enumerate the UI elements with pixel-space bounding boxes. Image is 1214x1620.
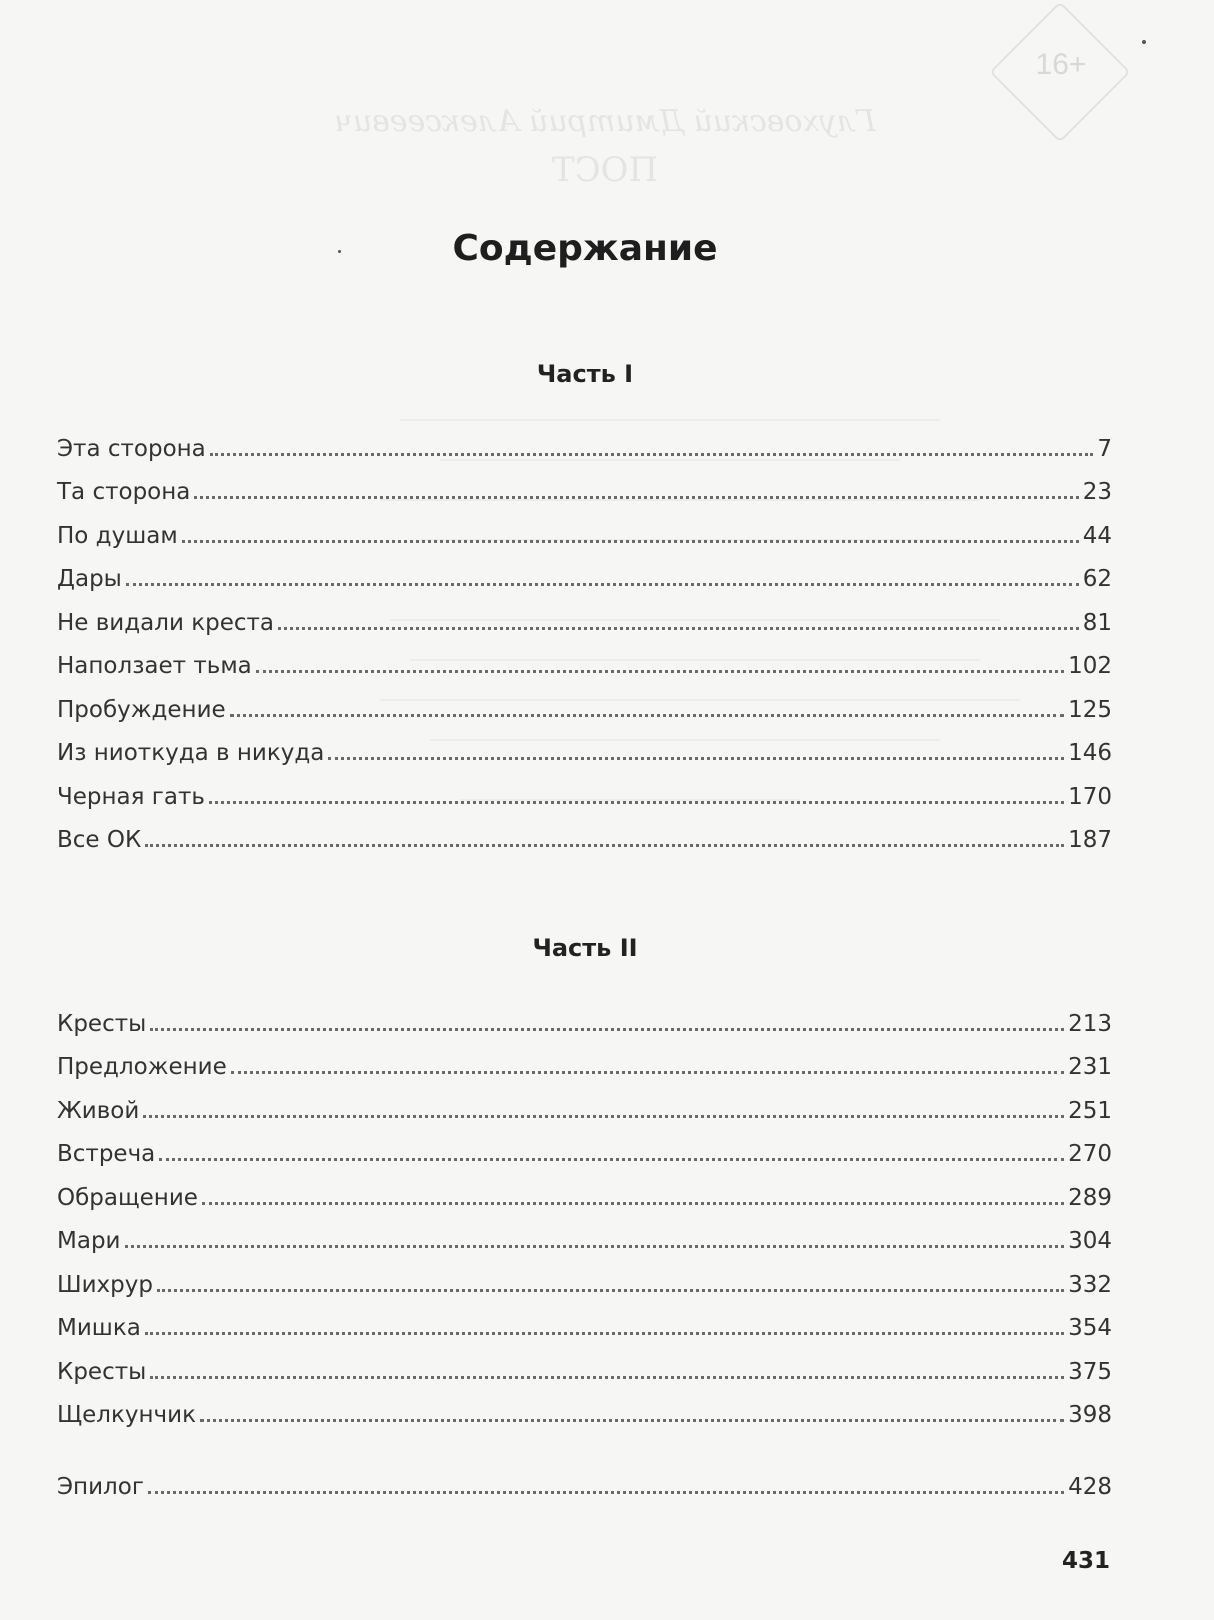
- toc-entry-label: Пробуждение: [57, 696, 226, 723]
- toc-entry-page: 231: [1068, 1054, 1112, 1080]
- part-2-heading: Часть II: [532, 934, 638, 962]
- toc-entry-page: 270: [1068, 1141, 1112, 1167]
- dot-leader: [126, 582, 1079, 586]
- dot-leader: [157, 1288, 1064, 1292]
- dot-leader: [182, 539, 1079, 543]
- page-number: 431: [1062, 1548, 1111, 1574]
- toc-entry-label: Кресты: [57, 1358, 147, 1385]
- dot-leader: [231, 1070, 1064, 1074]
- toc-entry-page: 375: [1068, 1358, 1112, 1385]
- toc-entry-label: Шихрур: [57, 1271, 153, 1298]
- toc-entry-page: 102: [1068, 653, 1112, 679]
- toc-entry-page: 354: [1068, 1315, 1112, 1341]
- toc-entry[interactable]: [57, 993, 1112, 1037]
- page-title: Содержание: [452, 228, 718, 269]
- dot-leader: [328, 756, 1064, 760]
- dot-leader: [209, 800, 1064, 804]
- toc-entry[interactable]: [57, 1167, 1112, 1211]
- toc-entry[interactable]: [57, 549, 1112, 593]
- toc-entry-label: По душам: [57, 522, 178, 549]
- toc-entry-label: Наползает тьма: [57, 653, 252, 679]
- toc-part-2: [57, 993, 1112, 1428]
- toc-entry[interactable]: [57, 766, 1112, 810]
- toc-entry[interactable]: [57, 505, 1112, 549]
- toc-entry-page: 213: [1068, 1010, 1112, 1037]
- dot-leader: [210, 452, 1094, 456]
- dot-leader: [202, 1201, 1064, 1205]
- dot-leader: [145, 843, 1064, 847]
- toc-entry-page: 398: [1068, 1402, 1112, 1428]
- toc-entry-label: Из ниоткуда в никуда: [57, 740, 325, 766]
- toc-entry-epilogue[interactable]: [57, 1456, 1112, 1500]
- toc-part-1: [57, 418, 1112, 853]
- bleed-through-title: ПОСТ: [551, 150, 659, 190]
- toc-entry-label: Обращение: [57, 1184, 198, 1211]
- toc-entry-page: 428: [1068, 1473, 1112, 1500]
- toc-entry-page: 23: [1082, 479, 1112, 505]
- toc-entry-label: Живой: [57, 1097, 140, 1124]
- dot-leader: [194, 495, 1078, 499]
- toc-entry-page: 81: [1082, 609, 1112, 636]
- toc-entry[interactable]: [57, 1211, 1112, 1255]
- toc-entry[interactable]: [57, 1341, 1112, 1385]
- toc-entry[interactable]: [57, 592, 1112, 636]
- toc-entry-label: Черная гать: [57, 783, 205, 810]
- dot-leader: [256, 669, 1064, 673]
- toc-entry-page: 187: [1068, 827, 1112, 853]
- toc-entry-page: 146: [1068, 740, 1112, 766]
- toc-entry[interactable]: [57, 810, 1112, 854]
- toc-entry-label: Эпилог: [57, 1473, 144, 1500]
- dot-leader: [159, 1157, 1064, 1161]
- part-1-heading: Часть I: [536, 360, 634, 388]
- dot-leader: [230, 713, 1064, 717]
- toc-entry-label: Все ОК: [57, 827, 142, 853]
- dot-leader: [278, 626, 1079, 630]
- toc-entry[interactable]: [57, 462, 1112, 506]
- toc-entry-label: Предложение: [57, 1054, 227, 1080]
- toc-entry[interactable]: [57, 1385, 1112, 1429]
- dot-leader: [125, 1244, 1065, 1248]
- toc-epilogue: [57, 1456, 1112, 1500]
- toc-entry[interactable]: [57, 679, 1112, 723]
- toc-entry-label: Та сторона: [57, 479, 191, 505]
- bleed-through-author: Глуховский Дмитрий Алексеевич: [334, 104, 876, 139]
- toc-entry-label: Дары: [57, 566, 122, 592]
- dot-leader: [145, 1331, 1064, 1335]
- toc-entry-label: Щелкунчик: [57, 1402, 196, 1428]
- dot-leader: [148, 1490, 1064, 1494]
- toc-entry-label: Эта сторона: [57, 435, 206, 462]
- toc-entry-page: 332: [1068, 1271, 1112, 1298]
- dot-leader: [150, 1027, 1064, 1031]
- dot-leader: [150, 1375, 1064, 1379]
- toc-entry-page: 7: [1097, 435, 1112, 462]
- toc-entry-page: 304: [1068, 1228, 1112, 1254]
- toc-entry[interactable]: [57, 723, 1112, 767]
- speck: [1142, 40, 1146, 44]
- toc-entry[interactable]: [57, 1254, 1112, 1298]
- toc-entry-page: 251: [1068, 1097, 1112, 1124]
- toc-entry-label: Мари: [57, 1228, 121, 1254]
- toc-entry[interactable]: [57, 636, 1112, 680]
- toc-entry[interactable]: [57, 418, 1112, 462]
- toc-entry-page: 289: [1068, 1184, 1112, 1211]
- toc-entry[interactable]: [57, 1124, 1112, 1168]
- dot-leader: [200, 1418, 1064, 1422]
- toc-entry-label: Мишка: [57, 1315, 141, 1341]
- toc-entry-label: Кресты: [57, 1010, 147, 1037]
- age-rating-text: 16+: [1035, 48, 1087, 81]
- toc-entry-page: 170: [1068, 783, 1112, 810]
- toc-entry-page: 44: [1082, 522, 1112, 549]
- toc-entry-label: Не видали креста: [57, 609, 274, 636]
- dot-leader: [143, 1114, 1064, 1118]
- toc-entry-page: 62: [1082, 566, 1112, 592]
- toc-entry-page: 125: [1068, 696, 1112, 723]
- toc-entry[interactable]: [57, 1298, 1112, 1342]
- toc-entry-label: Встреча: [57, 1141, 156, 1167]
- toc-entry[interactable]: [57, 1037, 1112, 1081]
- toc-entry[interactable]: [57, 1080, 1112, 1124]
